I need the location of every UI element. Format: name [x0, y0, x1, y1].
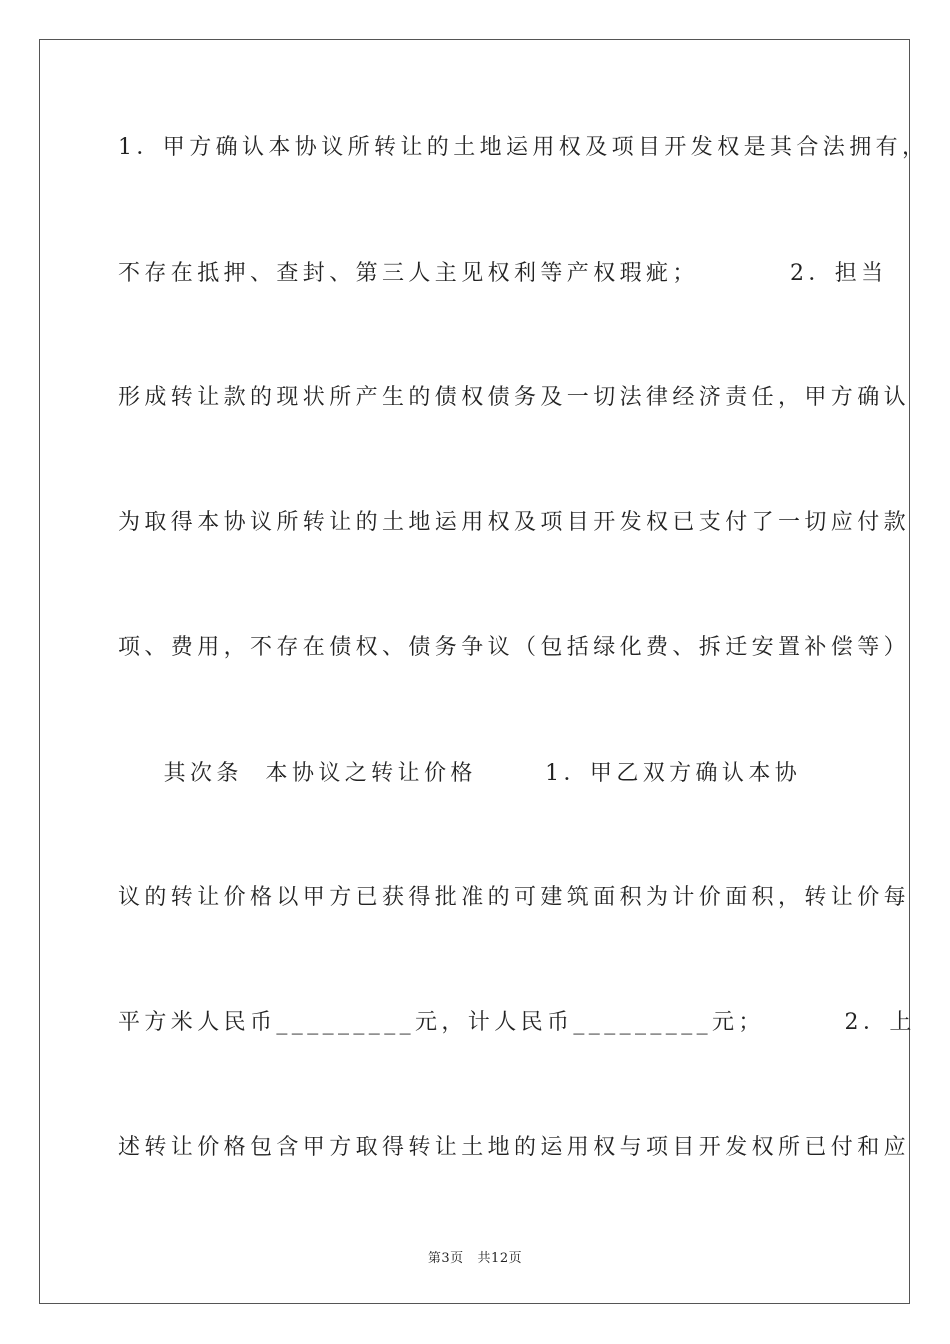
page-border — [39, 39, 929, 1304]
body-line-9: 述转让价格包含甲方取得转让土地的运用权与项目开发权所已付和应 — [118, 1135, 911, 1160]
page-number-footer: 第3页 共12页 — [427, 1251, 523, 1266]
body-line-5: 项、费用，不存在债权、债务争议（包括绿化费、拆迁安置补偿等） — [118, 635, 911, 660]
body-line-8: 平方米人民币_________元，计人民币_________元； 2．上 — [118, 1010, 916, 1035]
body-line-7: 议的转让价格以甲方已获得批准的可建筑面积为计价面积，转让价每 — [118, 885, 911, 910]
body-line-3: 形成转让款的现状所产生的债权债务及一切法律经济责任，甲方确认 — [118, 385, 911, 410]
body-line-6: 其次条 本协议之转让价格 1．甲乙双方确认本协 — [118, 761, 802, 786]
body-line-2: 不存在抵押、查封、第三人主见权利等产权瑕疵； 2．担当 — [118, 261, 888, 286]
body-line-4: 为取得本协议所转让的土地运用权及项目开发权已支付了一切应付款 — [118, 510, 911, 535]
body-line-1: 1．甲方确认本协议所转让的土地运用权及项目开发权是其合法拥有， — [118, 135, 929, 160]
